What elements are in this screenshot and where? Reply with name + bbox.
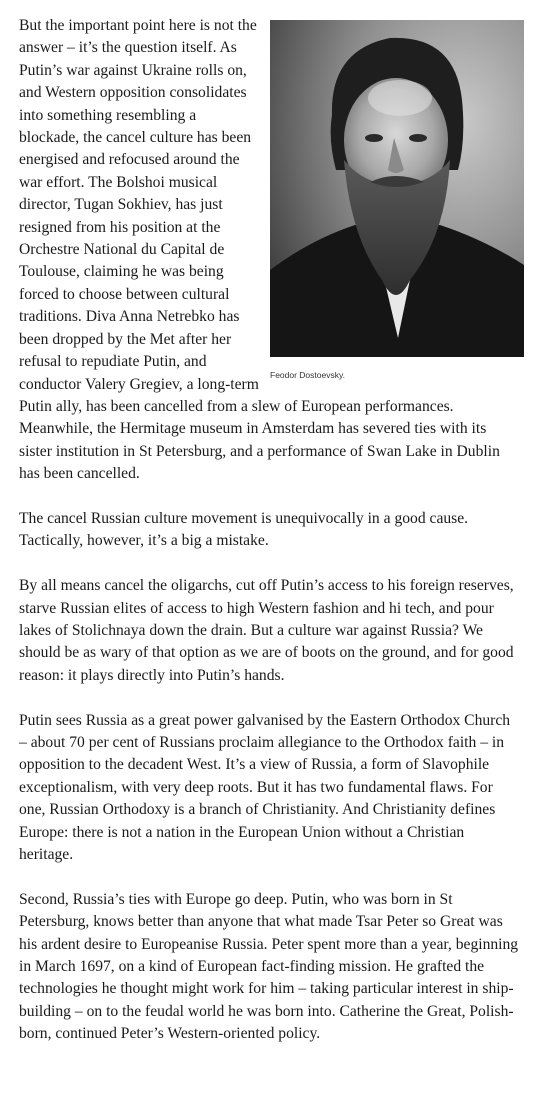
paragraph: Putin sees Russia as a great power galvanised by the Eastern Orthodox Church – about 70 per cent of Russians proclaim allegiance to the Orthodox faith – in opposition to the decadent West. It’s a view of Russia, a form of Slavophile exceptionalism, with very deep roots. But it has two fundamental flaws. For one, Russian Orthodoxy is a branch of Christianity. And Christianity defines Europe: there is not a nation in the European Union without a Christian heritage. [19, 711, 511, 863]
figure-caption: Feodor Dostoevsky. [270, 370, 345, 380]
figure [270, 20, 524, 381]
article-body [19, 15, 519, 1068]
paragraph: The cancel Russian culture movement is unequivocally in a good cause. Tactically, however, it’s a big a mistake. [19, 509, 469, 550]
paragraph: But the important point here is not the answer – it’s the question itself. As Putin’s war against Ukraine rolls on, and Western opposition consolidates into something resembling a blockade, the cancel culture has been energised and refocused around the war effort. The Bolshoi musical director, Tugan Sokhiev, has just resigned from his position at the Orchestre National du Capital de Toulouse, claiming he was being forced to choose between cultural traditions. Diva Anna Netrebko has been dropped by the Met after her refusal to repudiate Putin, and conductor Valery Gregiev, a long-term Putin ally, has been cancelled from a slew of European performances. Meanwhile, the Hermitage museum in Amsterdam has severed ties with its sister institution in St Petersburg, and a performance of Swan Lake in Dublin has been cancelled. [19, 17, 500, 483]
portrait-photo [270, 20, 524, 357]
paragraph: By all means cancel the oligarchs, cut off Putin’s access to his foreign reserves, starve Russian elites of access to high Western fashion and hi tech, and pour lakes of Stolichnaya down the drain. But a culture war against Russia? We should be as wary of that option as we are of boots on the ground, and for good reason: it plays directly into Putin’s hands. [19, 577, 514, 684]
paragraph: Second, Russia’s ties with Europe go deep. Putin, who was born in St Petersburg, knows better than anyone that what made Tsar Peter so Great was his ardent desire to Europeanise Russia. Peter spent more than a year, beginning in March 1697, on a kind of European fact-finding mission. He grafted the technologies he thought might work for him – taking particular interest in ship-building – on to the feudal world he was born into. Catherine the Great, Polish-born, continued Peter’s Western-oriented policy. [19, 890, 519, 1043]
